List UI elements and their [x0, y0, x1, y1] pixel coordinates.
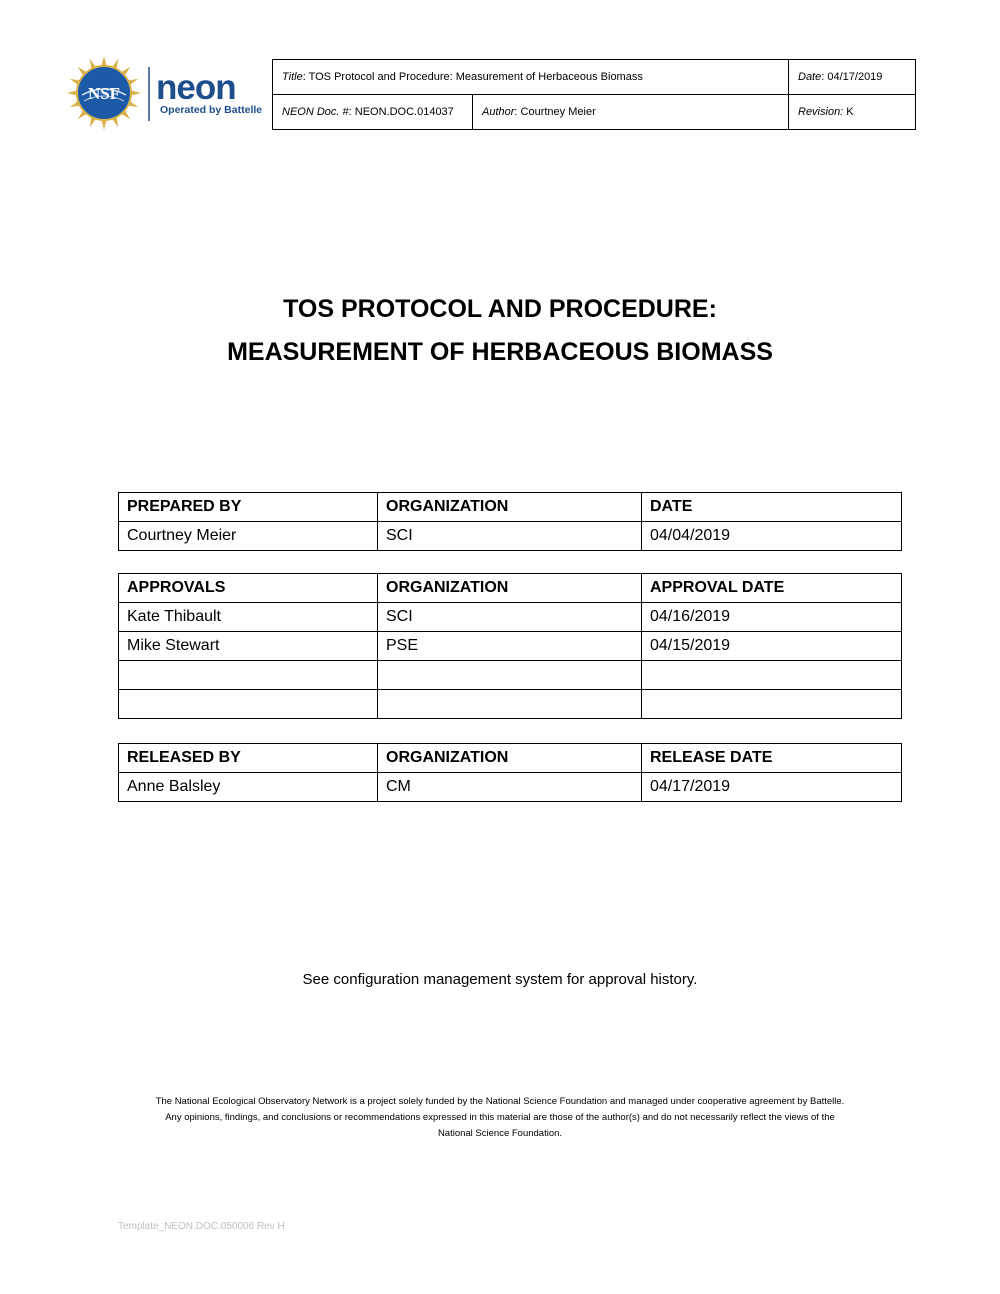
disclaimer-line: The National Ecological Observatory Network is a project solely funded by the National Science Foundation and managed under cooperative agreement by Battelle. [155, 1096, 845, 1107]
table-row [119, 522, 902, 551]
approver-name: Mike Stewart [119, 632, 378, 661]
released-header-date: RELEASE DATE [642, 744, 902, 773]
approvals-header-name: APPROVALS [119, 574, 378, 603]
disclaimer-line: National Science Foundation. [437, 1128, 563, 1139]
template-identifier: Template_NEON.DOC.050006 Rev H [118, 1221, 285, 1232]
approver-date [642, 690, 902, 719]
funding-disclaimer [110, 1094, 890, 1142]
seal-text: NSF [87, 84, 121, 103]
releaser-date: 04/17/2019 [642, 773, 902, 802]
document-title-line-2: MEASUREMENT OF HERBACEOUS BIOMASS [227, 338, 773, 366]
approvals-header-date: APPROVAL DATE [642, 574, 902, 603]
released-header-org: ORGANIZATION [378, 744, 642, 773]
releaser-name: Anne Balsley [119, 773, 378, 802]
approver-org: SCI [378, 603, 642, 632]
approver-date: 04/15/2019 [642, 632, 902, 661]
approver-name [119, 690, 378, 719]
approver-date [642, 661, 902, 690]
approver-date: 04/16/2019 [642, 603, 902, 632]
prepared-header-name: PREPARED BY [119, 493, 378, 522]
config-management-note: See configuration management system for approval history. [302, 971, 698, 988]
approver-org [378, 661, 642, 690]
neon-wordmark: neon [156, 68, 236, 107]
released-by-table [118, 743, 902, 802]
battelle-tagline: Operated by Battelle [160, 104, 263, 116]
header-title-cell: Title: TOS Protocol and Procedure: Measurement of Herbaceous Biomass [273, 60, 789, 95]
approvals-table [118, 573, 902, 719]
disclaimer-line: Any opinions, findings, and conclusions or recommendations expressed in this material are those of the author(s) and do not necessarily reflect the views of the [165, 1112, 835, 1123]
table-row [119, 661, 902, 690]
nsf-seal-icon [67, 56, 141, 130]
header-date-cell: Date: 04/17/2019 [789, 60, 916, 95]
header-doc-number-cell: NEON Doc. #: NEON.DOC.014037 [273, 95, 473, 130]
prepared-header-date: DATE [642, 493, 902, 522]
table-row [119, 632, 902, 661]
released-header-name: RELEASED BY [119, 744, 378, 773]
table-row [119, 773, 902, 802]
preparer-name: Courtney Meier [119, 522, 378, 551]
approver-name [119, 661, 378, 690]
document-header-table [272, 59, 916, 130]
approver-org: PSE [378, 632, 642, 661]
preparer-date: 04/04/2019 [642, 522, 902, 551]
approvals-header-org: ORGANIZATION [378, 574, 642, 603]
logo [66, 55, 270, 131]
prepared-header-org: ORGANIZATION [378, 493, 642, 522]
header-revision-cell: Revision: K [789, 95, 916, 130]
table-row [119, 603, 902, 632]
approver-org [378, 690, 642, 719]
document-title-line-1: TOS PROTOCOL AND PROCEDURE: [283, 295, 717, 323]
approver-name: Kate Thibault [119, 603, 378, 632]
releaser-org: CM [378, 773, 642, 802]
table-row [119, 690, 902, 719]
preparer-org: SCI [378, 522, 642, 551]
header-author-cell: Author: Courtney Meier [473, 95, 789, 130]
prepared-by-table [118, 492, 902, 551]
